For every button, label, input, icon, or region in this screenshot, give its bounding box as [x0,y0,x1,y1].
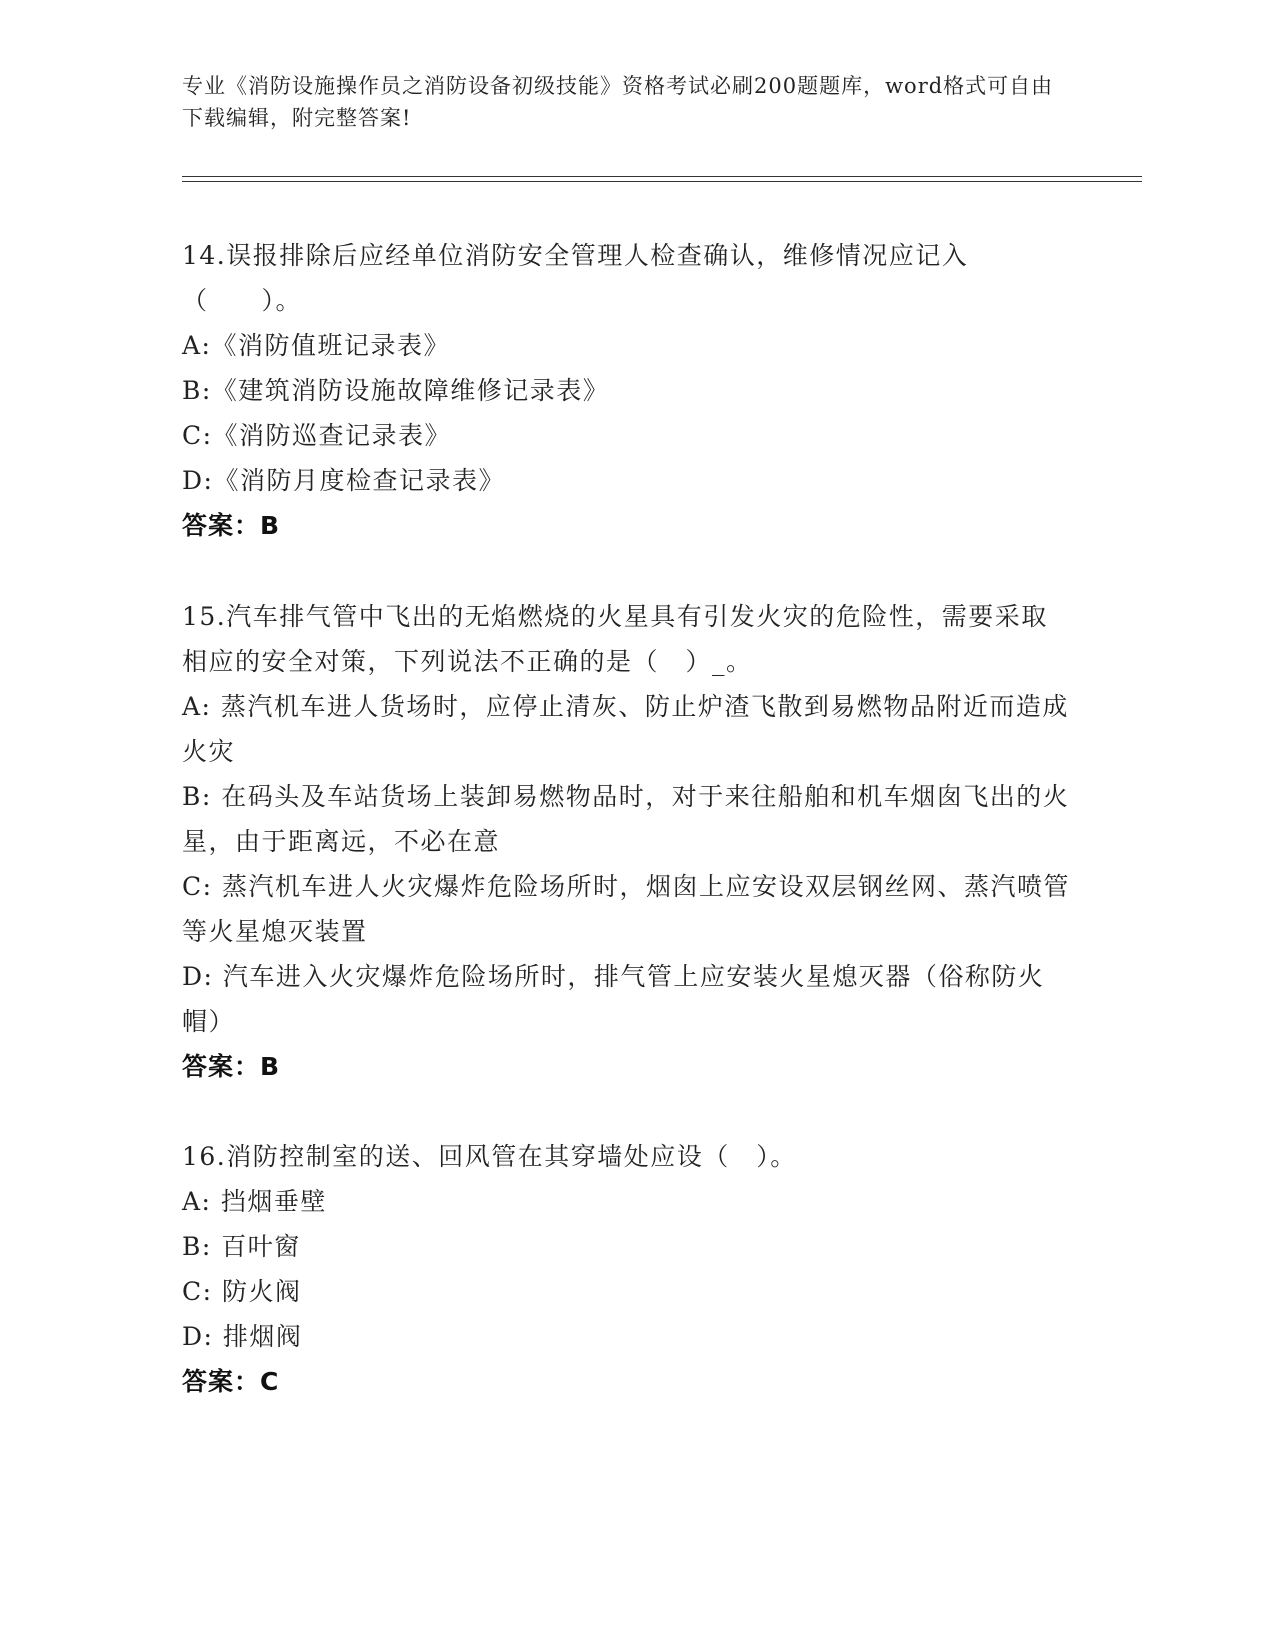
option-b: B: 百叶窗 [182,1232,301,1261]
option-c: C: 蒸汽机车进人火灾爆炸危险场所时，烟囱上应安设双层钢丝网、蒸汽喷管等火星熄灭装置 [182,872,1071,946]
option-b: B:《建筑消防设施故障维修记录表》 [182,376,610,405]
question-16 [182,1134,1072,1404]
header-divider-top [182,176,1142,177]
header-divider-bottom [182,181,1142,182]
answer-label: 答案：C [182,1367,280,1396]
document-header: 专业《消防设施操作员之消防设备初级技能》资格考试必刷200题题库，word格式可自由下载编辑，附完整答案! [182,74,1054,130]
option-d: D: 汽车进入火灾爆炸危险场所时，排气管上应安装火星熄灭器（俗称防火帽） [182,962,1045,1036]
option-c: C:《消防巡查记录表》 [182,421,452,450]
option-a: A:《消防值班记录表》 [182,331,450,360]
answer-label: 答案：B [182,511,281,540]
option-a: A: 挡烟垂壁 [182,1187,327,1216]
question-14 [182,233,1072,548]
question-stem: 15.汽车排气管中飞出的无焰燃烧的火星具有引发火灾的危险性，需要采取相应的安全对策，下列说法不正确的是（ ）_。 [182,602,1048,676]
option-c: C: 防火阀 [182,1277,302,1306]
option-d: D: 排烟阀 [182,1322,303,1351]
question-stem: 16.消防控制室的送、回风管在其穿墙处应设（ ）。 [182,1142,797,1171]
question-stem: 14.误报排除后应经单位消防安全管理人检查确认，维修情况应记入（ ）。 [182,241,969,315]
question-15 [182,594,1072,1089]
option-b: B: 在码头及车站货场上装卸易燃物品时，对于来往船舶和机车烟囱飞出的火星，由于距离远，不必在意 [182,782,1070,856]
option-a: A: 蒸汽机车进人货场时，应停止清灰、防止炉渣飞散到易燃物品附近而造成火灾 [182,692,1069,766]
answer-label: 答案：B [182,1052,281,1081]
option-d: D:《消防月度检查记录表》 [182,466,505,495]
